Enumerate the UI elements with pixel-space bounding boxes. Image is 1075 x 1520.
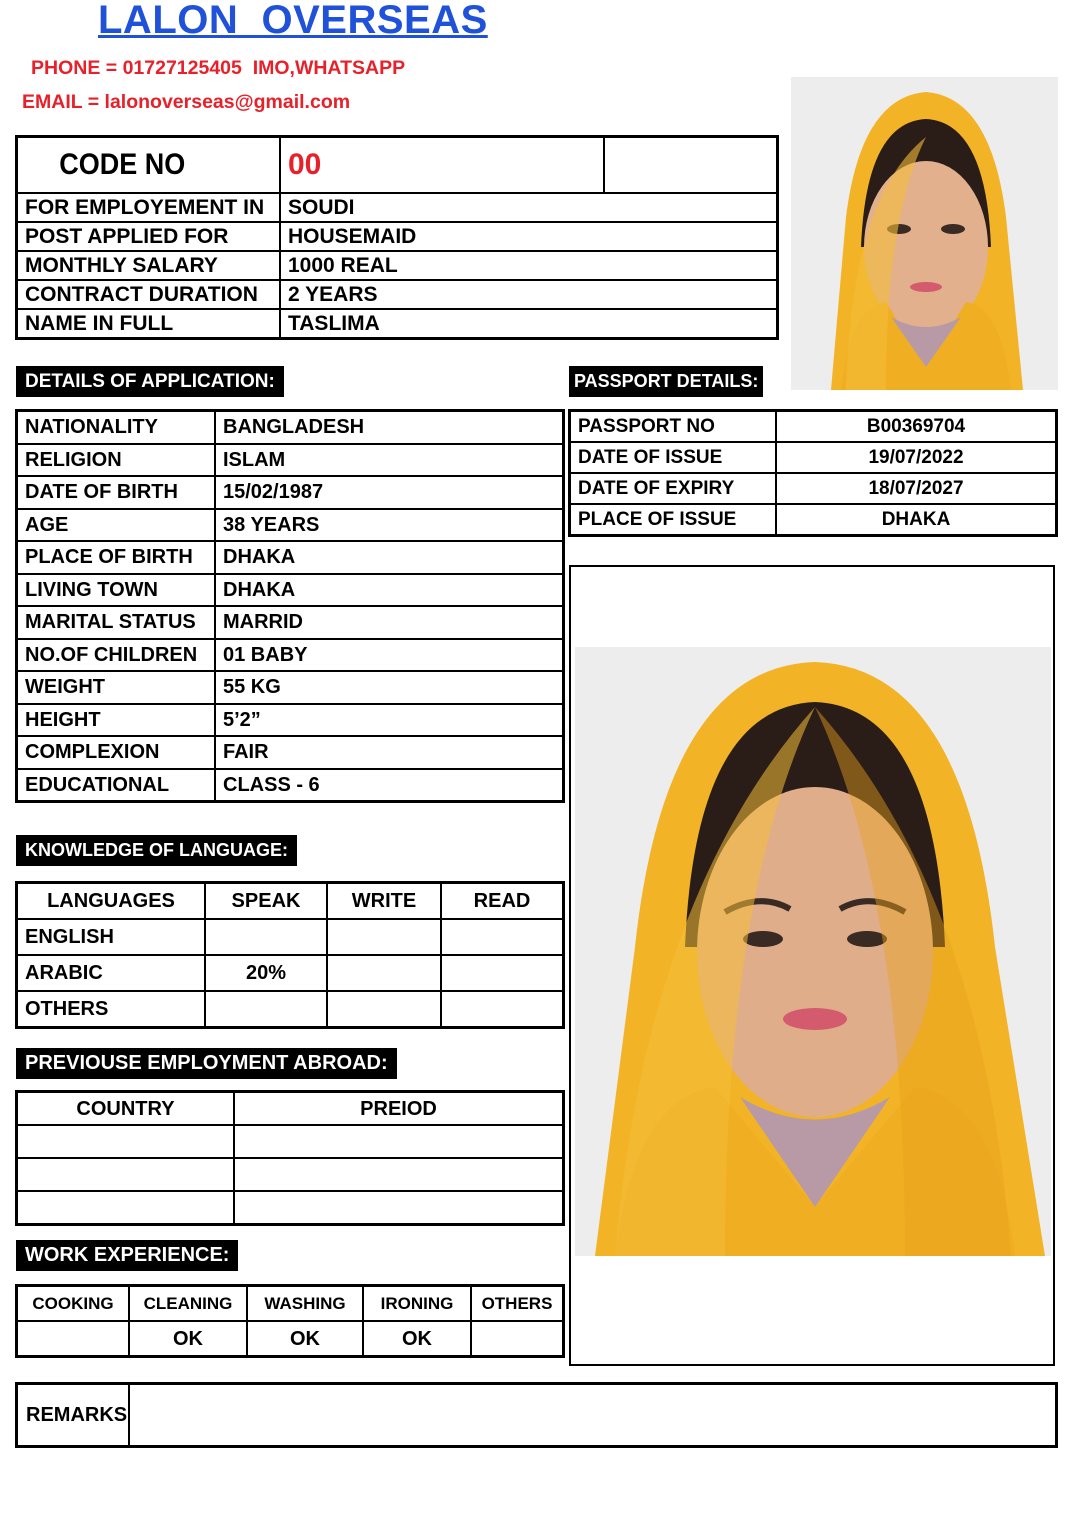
basic-row <box>17 251 777 280</box>
language-read <box>441 991 563 1027</box>
remarks-table <box>16 1383 1057 1447</box>
column-header: CLEANING <box>129 1286 247 1321</box>
table-row <box>17 769 563 802</box>
table-row <box>17 1158 563 1191</box>
empty-cell <box>234 1125 563 1158</box>
language-write <box>327 955 441 991</box>
column-header: READ <box>441 883 563 919</box>
work-value: OK <box>363 1321 471 1356</box>
basic-info-table <box>16 136 778 339</box>
details-label: DATE OF BIRTH <box>17 476 215 509</box>
table-row <box>570 442 1056 473</box>
basic-row <box>17 222 777 251</box>
passport-label: PASSPORT NO <box>570 411 776 442</box>
code-no-extra-cell <box>604 137 777 193</box>
table-row <box>17 991 563 1027</box>
details-value: ISLAM <box>215 444 563 477</box>
passport-value: DHAKA <box>776 504 1056 535</box>
details-label: EDUCATIONAL <box>17 769 215 802</box>
remarks-value <box>129 1384 1056 1446</box>
table-row <box>570 504 1056 535</box>
remarks-label: REMARKS <box>17 1384 129 1446</box>
language-write <box>327 919 441 955</box>
basic-row-value: TASLIMA <box>280 309 777 338</box>
details-value: 38 YEARS <box>215 509 563 542</box>
basic-row-label: CONTRACT DURATION <box>17 280 280 309</box>
basic-row-label: NAME IN FULL <box>17 309 280 338</box>
table-row <box>17 411 563 444</box>
column-header: IRONING <box>363 1286 471 1321</box>
column-header: WASHING <box>247 1286 363 1321</box>
basic-row <box>17 309 777 338</box>
work-experience-heading: WORK EXPERIENCE: <box>16 1240 238 1271</box>
language-speak <box>205 991 327 1027</box>
language-name: ARABIC <box>17 955 205 991</box>
applicant-photo-large <box>575 647 1051 1256</box>
details-label: PLACE OF BIRTH <box>17 541 215 574</box>
details-value: 55 KG <box>215 671 563 704</box>
details-value: CLASS - 6 <box>215 769 563 802</box>
table-row <box>17 541 563 574</box>
language-name: ENGLISH <box>17 919 205 955</box>
company-title: LALON OVERSEAS <box>98 0 488 42</box>
details-value: DHAKA <box>215 574 563 607</box>
language-name: OTHERS <box>17 991 205 1027</box>
work-experience-table <box>16 1285 564 1357</box>
table-header-row <box>17 1286 563 1321</box>
language-speak: 20% <box>205 955 327 991</box>
details-label: RELIGION <box>17 444 215 477</box>
details-label: HEIGHT <box>17 704 215 737</box>
passport-label: DATE OF ISSUE <box>570 442 776 473</box>
table-row <box>570 473 1056 504</box>
previous-employment-heading: PREVIOUSE EMPLOYMENT ABROAD: <box>16 1048 397 1079</box>
basic-row-label: POST APPLIED FOR <box>17 222 280 251</box>
details-label: MARITAL STATUS <box>17 606 215 639</box>
code-no-value: 00 <box>280 137 604 193</box>
portrait-large-image <box>575 647 1051 1256</box>
language-heading: KNOWLEDGE OF LANGUAGE: <box>16 835 297 866</box>
details-label: NO.OF CHILDREN <box>17 639 215 672</box>
table-row <box>17 639 563 672</box>
language-read <box>441 955 563 991</box>
table-row <box>17 671 563 704</box>
table-header-row <box>17 883 563 919</box>
table-row <box>17 574 563 607</box>
empty-cell <box>17 1158 234 1191</box>
column-header: OTHERS <box>471 1286 563 1321</box>
table-row <box>17 1191 563 1224</box>
language-table <box>16 882 564 1028</box>
portrait-small-image <box>791 77 1058 390</box>
table-row <box>17 476 563 509</box>
language-read <box>441 919 563 955</box>
work-value <box>17 1321 129 1356</box>
details-label: COMPLEXION <box>17 736 215 769</box>
table-row <box>17 955 563 991</box>
table-row <box>17 1321 563 1356</box>
empty-cell <box>17 1125 234 1158</box>
table-row <box>17 1125 563 1158</box>
passport-table <box>569 410 1057 536</box>
work-value: OK <box>129 1321 247 1356</box>
details-value: BANGLADESH <box>215 411 563 444</box>
work-value: OK <box>247 1321 363 1356</box>
table-row <box>17 704 563 737</box>
basic-row-value: 1000 REAL <box>280 251 777 280</box>
basic-row-value: SOUDI <box>280 193 777 222</box>
table-row <box>570 411 1056 442</box>
table-row <box>17 1384 1056 1446</box>
table-row <box>17 444 563 477</box>
passport-value: B00369704 <box>776 411 1056 442</box>
details-value: 15/02/1987 <box>215 476 563 509</box>
details-value: 01 BABY <box>215 639 563 672</box>
applicant-photo-small <box>791 77 1058 390</box>
basic-row-value: HOUSEMAID <box>280 222 777 251</box>
details-value: DHAKA <box>215 541 563 574</box>
previous-employment-table <box>16 1091 564 1225</box>
language-write <box>327 991 441 1027</box>
table-row <box>17 509 563 542</box>
email-contact: EMAIL = lalonoverseas@gmail.com <box>22 91 351 113</box>
table-row <box>17 919 563 955</box>
phone-contact: PHONE = 01727125405 IMO,WHATSAPP <box>31 57 406 79</box>
column-header: WRITE <box>327 883 441 919</box>
work-value <box>471 1321 563 1356</box>
empty-cell <box>17 1191 234 1224</box>
passport-label: PLACE OF ISSUE <box>570 504 776 535</box>
table-header-row <box>17 1092 563 1125</box>
table-row <box>17 606 563 639</box>
column-header: SPEAK <box>205 883 327 919</box>
details-value: FAIR <box>215 736 563 769</box>
basic-row-label: FOR EMPLOYEMENT IN <box>17 193 280 222</box>
passport-heading: PASSPORT DETAILS: <box>569 366 763 397</box>
basic-row-value: 2 YEARS <box>280 280 777 309</box>
basic-row <box>17 193 777 222</box>
code-no-label: CODE NO <box>17 137 254 193</box>
details-heading: DETAILS OF APPLICATION: <box>16 366 284 397</box>
column-header: COOKING <box>17 1286 129 1321</box>
column-header: LANGUAGES <box>17 883 205 919</box>
details-label: AGE <box>17 509 215 542</box>
column-header: COUNTRY <box>17 1092 234 1125</box>
details-value: MARRID <box>215 606 563 639</box>
details-table <box>16 410 564 802</box>
empty-cell <box>234 1158 563 1191</box>
basic-row-label: MONTHLY SALARY <box>17 251 280 280</box>
details-label: WEIGHT <box>17 671 215 704</box>
language-speak <box>205 919 327 955</box>
table-row <box>17 736 563 769</box>
passport-label: DATE OF EXPIRY <box>570 473 776 504</box>
empty-cell <box>234 1191 563 1224</box>
details-label: NATIONALITY <box>17 411 215 444</box>
basic-row <box>17 280 777 309</box>
details-label: LIVING TOWN <box>17 574 215 607</box>
column-header: PREIOD <box>234 1092 563 1125</box>
passport-value: 19/07/2022 <box>776 442 1056 473</box>
passport-value: 18/07/2027 <box>776 473 1056 504</box>
details-value: 5’2” <box>215 704 563 737</box>
